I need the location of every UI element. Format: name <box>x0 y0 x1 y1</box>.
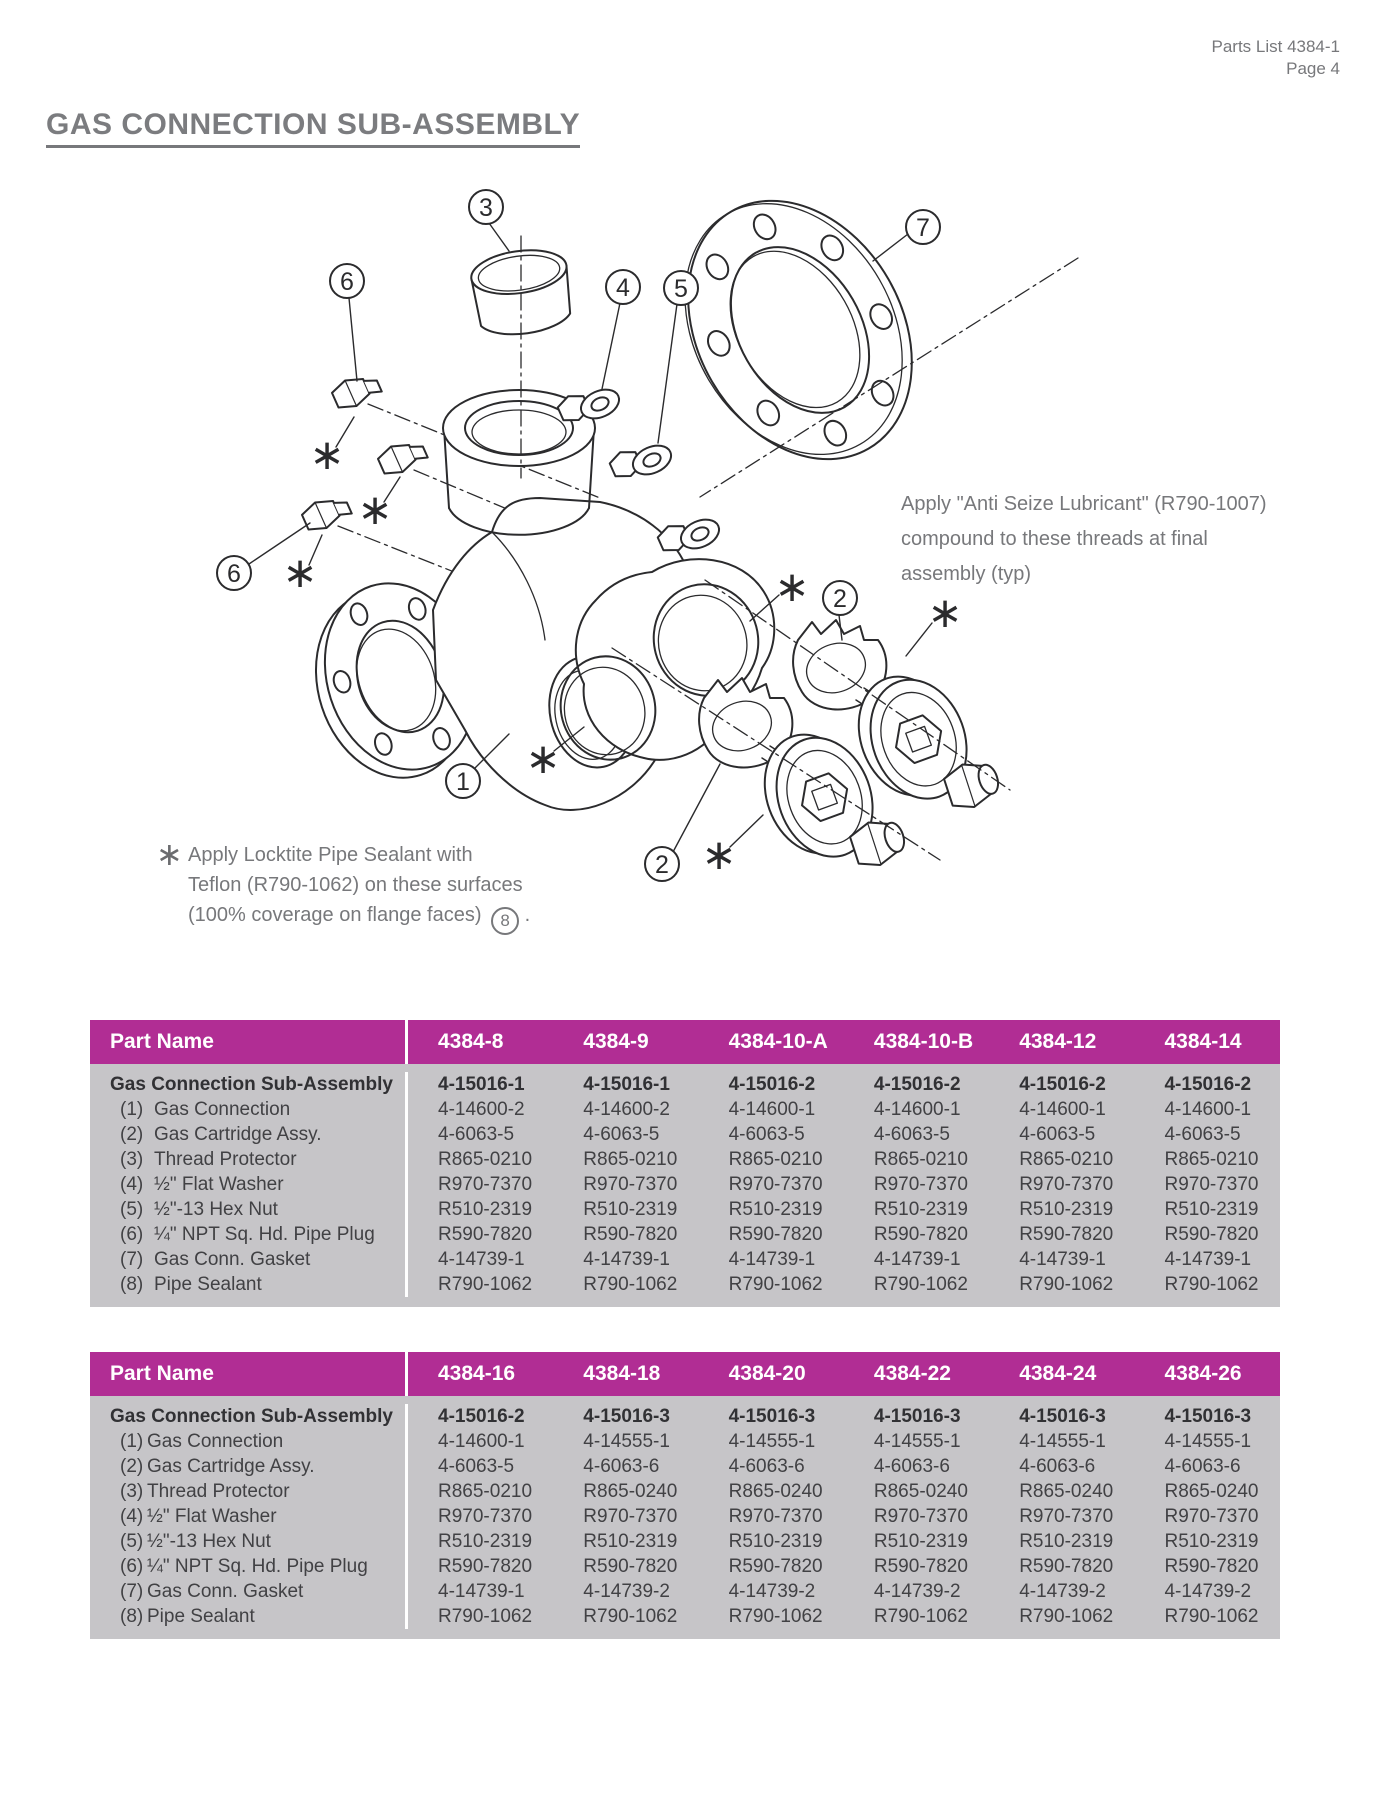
note-line: Teflon (R790-1062) on these surfaces <box>188 874 523 896</box>
part-number-cell: 4-6063-5 <box>873 1123 950 1145</box>
part-number-cell: 4-14739-2 <box>728 1580 816 1602</box>
part-number-cell: R865-0240 <box>583 1480 678 1502</box>
part-name-cell <box>90 1479 408 1504</box>
column-header: 4384-9 <box>583 1030 649 1053</box>
part-number-cell: 4-14739-2 <box>583 1580 670 1602</box>
part-number-cell: R590-7820 <box>873 1555 968 1577</box>
part-number-cell: R790-1062 <box>583 1273 678 1295</box>
svg-text:∗: ∗ <box>357 486 393 533</box>
part-number-cell: R790-1062 <box>873 1273 968 1295</box>
table-row <box>90 1197 1280 1222</box>
item-name: ½" Flat Washer <box>154 1173 284 1195</box>
part-number-cell: R970-7370 <box>873 1173 968 1195</box>
part-number-cell: 4-15016-2 <box>438 1405 525 1427</box>
item-number: (7) <box>120 1248 144 1270</box>
part-number-cell: R865-0240 <box>873 1480 968 1502</box>
part-number-cell: R510-2319 <box>1164 1530 1259 1552</box>
item-name: ½"-13 Hex Nut <box>147 1530 271 1552</box>
part-number-cell: 4-14739-1 <box>728 1248 816 1270</box>
part-number-cell: R790-1062 <box>1164 1605 1259 1627</box>
circled-8-reference: 8 <box>491 907 519 935</box>
annotation-line: assembly (typ) <box>901 563 1032 585</box>
item-number: (3) <box>120 1480 144 1502</box>
anti-seize-annotation <box>901 487 1267 592</box>
part-number-cell: R865-0210 <box>728 1148 823 1170</box>
part-number-cell: 4-15016-3 <box>583 1405 670 1427</box>
part-number-cell: R970-7370 <box>583 1173 678 1195</box>
annotation-line: compound to these threads at final <box>901 528 1208 550</box>
item-number: (5) <box>120 1198 144 1220</box>
column-header: 4384-16 <box>438 1362 516 1385</box>
part-number-cell: R970-7370 <box>1164 1173 1259 1195</box>
part-number-cell: 4-14739-2 <box>873 1580 961 1602</box>
part-number-cell: 4-6063-6 <box>583 1455 660 1477</box>
column-header: 4384-18 <box>583 1362 661 1385</box>
part-number-cell: 4-14739-1 <box>1164 1248 1252 1270</box>
page-title: GAS CONNECTION SUB-ASSEMBLY <box>46 108 580 148</box>
part-number-cell: 4-14555-1 <box>583 1430 670 1452</box>
part-number-cell: 4-14600-1 <box>1019 1098 1106 1120</box>
part-name-cell <box>90 1097 408 1122</box>
table-row <box>90 1579 1280 1604</box>
part-number-cell: R510-2319 <box>728 1198 823 1220</box>
svg-text:∗: ∗ <box>927 589 963 636</box>
part-number-cell: R970-7370 <box>1164 1505 1259 1527</box>
column-header: 4384-12 <box>1019 1030 1097 1053</box>
annotation-line: Apply "Anti Seize Lubricant" (R790-1007) <box>901 493 1267 515</box>
part-number-cell: R590-7820 <box>1019 1223 1114 1245</box>
item-name: Gas Connection <box>154 1098 291 1120</box>
item-name: Thread Protector <box>154 1148 297 1170</box>
part-number-cell: 4-15016-1 <box>438 1073 525 1095</box>
part-number-cell: 4-14739-1 <box>438 1580 525 1602</box>
callout-7-bubble <box>873 210 940 261</box>
part-number-cell: R590-7820 <box>1019 1555 1114 1577</box>
part-number-cell: R790-1062 <box>583 1605 678 1627</box>
item-name: Pipe Sealant <box>147 1605 255 1627</box>
part-number-cell: R790-1062 <box>873 1605 968 1627</box>
item-name: Gas Connection <box>147 1430 284 1452</box>
item-name: ½"-13 Hex Nut <box>154 1198 278 1220</box>
part-number-cell: 4-15016-3 <box>1164 1405 1252 1427</box>
part-number-cell: 4-14600-1 <box>728 1098 816 1120</box>
part-number-cell: 4-6063-5 <box>1019 1123 1096 1145</box>
part-number-cell: R510-2319 <box>1019 1530 1114 1552</box>
svg-text:1: 1 <box>456 768 470 796</box>
part-number-cell: R510-2319 <box>1019 1198 1114 1220</box>
part-number-cell: 4-14600-1 <box>873 1098 961 1120</box>
part-number-cell: 4-14739-2 <box>1164 1580 1252 1602</box>
item-number: (8) <box>120 1273 144 1295</box>
part-number-cell: R590-7820 <box>728 1555 823 1577</box>
part-number-cell: R865-0240 <box>1164 1480 1259 1502</box>
column-header-part-name: Part Name <box>90 1352 408 1396</box>
note-line: (100% coverage on flange faces) 8 . <box>188 900 530 935</box>
part-number-cell: 4-14739-1 <box>438 1248 525 1270</box>
column-header: 4384-8 <box>438 1030 504 1053</box>
part-name-cell <box>90 1604 408 1629</box>
column-header: 4384-24 <box>1019 1362 1097 1385</box>
part-number-cell: R590-7820 <box>438 1555 533 1577</box>
svg-text:5: 5 <box>674 275 688 303</box>
part-number-cell: R590-7820 <box>873 1223 968 1245</box>
svg-text:7: 7 <box>916 214 930 242</box>
table-row <box>90 1504 1280 1529</box>
callout-3-bubble <box>469 190 509 251</box>
part-number-cell: 4-6063-5 <box>728 1123 805 1145</box>
part-number-cell: R590-7820 <box>728 1223 823 1245</box>
svg-text:6: 6 <box>340 268 354 296</box>
part-number-cell: R790-1062 <box>1164 1273 1259 1295</box>
part-number-cell: R510-2319 <box>728 1530 823 1552</box>
part-number-cell: R970-7370 <box>438 1173 533 1195</box>
part-number-cell: 4-15016-3 <box>728 1405 816 1427</box>
part-number-cell: 4-15016-2 <box>1019 1073 1106 1095</box>
item-name: ¼" NPT Sq. Hd. Pipe Plug <box>154 1223 375 1245</box>
callout-5-bubble <box>658 271 698 443</box>
part-number-cell: R970-7370 <box>1019 1505 1114 1527</box>
part-number-cell: R590-7820 <box>1164 1555 1259 1577</box>
item-number: (2) <box>120 1123 144 1145</box>
item-number: (1) <box>120 1098 144 1120</box>
svg-text:2: 2 <box>655 851 669 879</box>
part-number-cell: 4-15016-2 <box>728 1073 816 1095</box>
table-row <box>90 1097 1280 1122</box>
part-number-cell: 4-14739-1 <box>1019 1248 1106 1270</box>
part-number-cell: R970-7370 <box>873 1505 968 1527</box>
part-name-cell <box>90 1529 408 1554</box>
column-header: 4384-10-A <box>728 1030 828 1053</box>
table-row <box>90 1122 1280 1147</box>
svg-text:∗: ∗ <box>774 563 810 610</box>
part-number-cell: R790-1062 <box>728 1605 823 1627</box>
part-number-cell: 4-14739-2 <box>1019 1580 1106 1602</box>
table-row <box>90 1172 1280 1197</box>
parts-table-4384-16-to-26 <box>90 1352 1280 1639</box>
item-name: Gas Cartridge Assy. <box>154 1123 322 1145</box>
part-number-cell: 4-15016-1 <box>583 1073 670 1095</box>
part-number-cell: R510-2319 <box>873 1530 968 1552</box>
item-name: Gas Cartridge Assy. <box>147 1455 315 1477</box>
table-row <box>90 1272 1280 1297</box>
item-name: ¼" NPT Sq. Hd. Pipe Plug <box>147 1555 368 1577</box>
part-number-cell: R865-0210 <box>1019 1148 1114 1170</box>
part-number-cell: 4-15016-3 <box>1019 1405 1106 1427</box>
table-row <box>90 1404 1280 1429</box>
table-body <box>90 1396 1280 1639</box>
svg-text:3: 3 <box>479 194 493 222</box>
table-row <box>90 1072 1280 1097</box>
doc-reference: Parts List 4384-1 <box>1211 37 1340 56</box>
svg-text:∗: ∗ <box>701 831 737 878</box>
item-number: (2) <box>120 1455 144 1477</box>
part-number-cell: R865-0240 <box>1019 1480 1114 1502</box>
part-number-cell: R865-0210 <box>438 1480 533 1502</box>
part-number-cell: 4-6063-5 <box>438 1123 515 1145</box>
svg-text:6: 6 <box>227 560 241 588</box>
page-number: Page 4 <box>1286 59 1340 78</box>
part-number-cell: R590-7820 <box>438 1223 533 1245</box>
part-number-cell: 4-14555-1 <box>1019 1430 1106 1452</box>
note-line: Apply Locktite Pipe Sealant with <box>188 844 473 866</box>
part-number-cell: R510-2319 <box>438 1530 533 1552</box>
item-name: Thread Protector <box>147 1480 290 1502</box>
callout-4-bubble <box>602 270 640 389</box>
svg-text:∗: ∗ <box>309 431 345 478</box>
table-header-row <box>90 1352 1280 1396</box>
parts-table-4384-8-to-14 <box>90 1020 1280 1307</box>
part-number-cell: 4-14600-2 <box>438 1098 525 1120</box>
part-number-cell: R790-1062 <box>728 1273 823 1295</box>
part-number-cell: R970-7370 <box>728 1173 823 1195</box>
part-number-cell: R510-2319 <box>438 1198 533 1220</box>
part-number-cell: 4-6063-5 <box>438 1455 515 1477</box>
column-header: 4384-10-B <box>873 1030 974 1053</box>
part-number-cell: 4-15016-2 <box>873 1073 961 1095</box>
part-number-cell: R970-7370 <box>438 1505 533 1527</box>
part-number-cell: R970-7370 <box>1019 1173 1114 1195</box>
part-name-cell <box>90 1454 408 1479</box>
part-name-cell <box>90 1272 408 1297</box>
part-number-cell: R865-0210 <box>438 1148 533 1170</box>
part-number-cell: 4-6063-5 <box>583 1123 660 1145</box>
item-name: ½" Flat Washer <box>147 1505 277 1527</box>
part-number-cell: 4-14555-1 <box>873 1430 961 1452</box>
callout-6-upper-bubble <box>330 264 364 381</box>
item-number: (4) <box>120 1173 144 1195</box>
part-number-cell: R590-7820 <box>1164 1223 1259 1245</box>
part-number-cell: R865-0240 <box>728 1480 823 1502</box>
table-row <box>90 1147 1280 1172</box>
part-number-cell: R865-0210 <box>1164 1148 1259 1170</box>
part-number-cell: R510-2319 <box>873 1198 968 1220</box>
locktite-note <box>156 836 531 935</box>
part-number-cell: 4-14555-1 <box>728 1430 816 1452</box>
part-number-cell: R865-0210 <box>583 1148 678 1170</box>
thread-protector-part <box>468 245 575 340</box>
part-number-cell: R865-0210 <box>873 1148 968 1170</box>
part-name-cell <box>90 1147 408 1172</box>
part-name-cell <box>90 1122 408 1147</box>
item-name: Gas Conn. Gasket <box>147 1580 304 1602</box>
part-number-cell: R970-7370 <box>728 1505 823 1527</box>
part-number-cell: R510-2319 <box>583 1530 678 1552</box>
part-number-cell: 4-6063-6 <box>1019 1455 1096 1477</box>
part-name-cell <box>90 1579 408 1604</box>
part-number-cell: 4-6063-6 <box>873 1455 950 1477</box>
part-name-cell: Gas Connection Sub-Assembly <box>90 1404 408 1429</box>
part-number-cell: R790-1062 <box>1019 1273 1114 1295</box>
part-number-cell: 4-14739-1 <box>583 1248 670 1270</box>
column-header: 4384-20 <box>728 1362 806 1385</box>
svg-text:2: 2 <box>833 585 847 613</box>
column-header: 4384-14 <box>1164 1030 1242 1053</box>
svg-text:∗: ∗ <box>282 549 318 596</box>
item-number: (3) <box>120 1148 144 1170</box>
item-number: (6) <box>120 1555 144 1577</box>
table-row <box>90 1529 1280 1554</box>
item-number: (1) <box>120 1430 144 1452</box>
part-name-cell <box>90 1172 408 1197</box>
table-row <box>90 1222 1280 1247</box>
svg-text:4: 4 <box>616 274 630 302</box>
table-body <box>90 1064 1280 1307</box>
part-number-cell: 4-15016-3 <box>873 1405 961 1427</box>
table-row <box>90 1454 1280 1479</box>
part-name-cell <box>90 1222 408 1247</box>
item-number: (6) <box>120 1223 144 1245</box>
item-number: (5) <box>120 1530 144 1552</box>
part-number-cell: R510-2319 <box>583 1198 678 1220</box>
part-number-cell: R590-7820 <box>583 1555 678 1577</box>
part-number-cell: R790-1062 <box>1019 1605 1114 1627</box>
part-number-cell: 4-15016-2 <box>1164 1073 1252 1095</box>
column-header-part-name: Part Name <box>90 1020 408 1064</box>
part-number-cell: 4-14739-1 <box>873 1248 961 1270</box>
part-number-cell: 4-14600-1 <box>438 1430 525 1452</box>
part-number-cell: R590-7820 <box>583 1223 678 1245</box>
table-row <box>90 1554 1280 1579</box>
gas-conn-gasket-part <box>641 160 956 500</box>
table-row <box>90 1604 1280 1629</box>
part-number-cell: 4-14600-2 <box>583 1098 670 1120</box>
item-number: (8) <box>120 1605 144 1627</box>
part-number-cell: R790-1062 <box>438 1605 533 1627</box>
part-number-cell: 4-6063-5 <box>1164 1123 1241 1145</box>
item-number: (7) <box>120 1580 144 1602</box>
table-row <box>90 1479 1280 1504</box>
part-name-cell <box>90 1247 408 1272</box>
part-name-cell: Gas Connection Sub-Assembly <box>90 1072 408 1097</box>
asterisk-marker: ∗ <box>156 836 183 872</box>
part-number-cell: R510-2319 <box>1164 1198 1259 1220</box>
part-name-cell <box>90 1429 408 1454</box>
table-header-row <box>90 1020 1280 1064</box>
svg-text:∗: ∗ <box>525 735 561 782</box>
column-header: 4384-22 <box>873 1362 951 1385</box>
part-number-cell: 4-14600-1 <box>1164 1098 1252 1120</box>
column-header: 4384-26 <box>1164 1362 1242 1385</box>
part-name-cell <box>90 1554 408 1579</box>
part-number-cell: 4-6063-6 <box>728 1455 805 1477</box>
part-number-cell: R970-7370 <box>583 1505 678 1527</box>
part-name-cell <box>90 1197 408 1222</box>
part-number-cell: 4-14555-1 <box>1164 1430 1252 1452</box>
part-number-cell: 4-6063-6 <box>1164 1455 1241 1477</box>
table-row <box>90 1247 1280 1272</box>
table-row <box>90 1429 1280 1454</box>
item-name: Gas Conn. Gasket <box>154 1248 311 1270</box>
part-name-cell <box>90 1504 408 1529</box>
item-name: Pipe Sealant <box>154 1273 262 1295</box>
item-number: (4) <box>120 1505 144 1527</box>
part-number-cell: R790-1062 <box>438 1273 533 1295</box>
